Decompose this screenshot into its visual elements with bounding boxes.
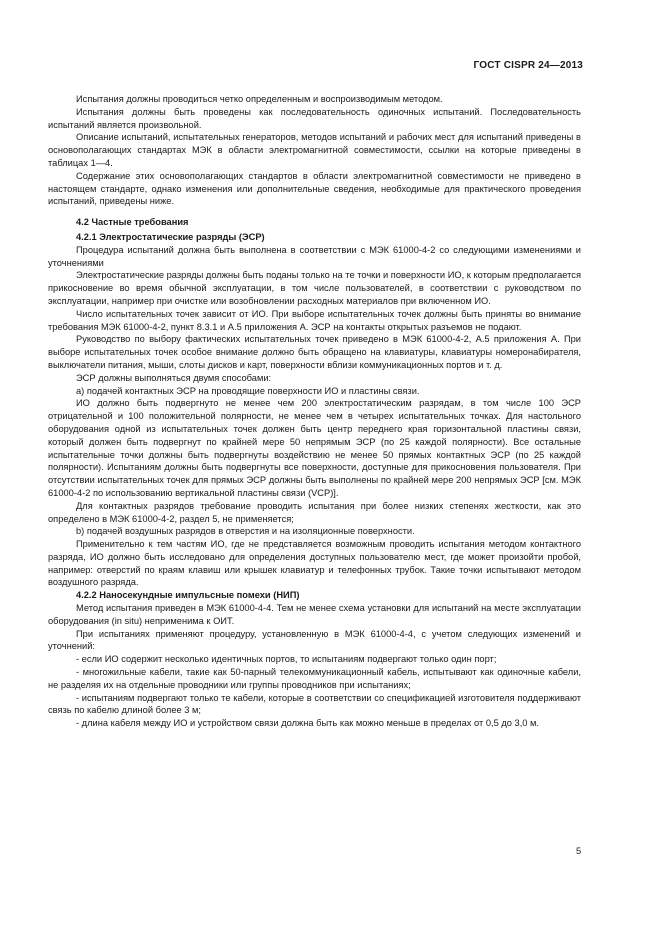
paragraph: При испытаниях применяют процедуру, установленную в МЭК 61000-4-4, с учетом следующих изменений и уточнений:	[48, 628, 581, 652]
paragraph: Руководство по выбору фактических испытательных точек приведено в МЭК 61000-4-2, А.5 приложения А. При выборе испытательных точек особое внимание должно быть обращено на клавиатуры, клавиатуры номеронабирателя, выключатели питания, мыши, слоты дисков и карт, поверхности вблизи коммуникационных портов и т. д.	[48, 334, 581, 370]
section-heading-4-2-2: 4.2.2 Наносекундные импульсные помехи (НИП)	[76, 590, 300, 601]
paragraph: Содержание этих основополагающих стандартов в области электромагнитной совместимости не приведено в настоящем стандарте, однако изменения или дополнительные сведения, необходимые для практического проведения испытаний, приведены ниже.	[48, 170, 581, 207]
paragraph: Метод испытания приведен в МЭК 61000-4-4. Тем не менее схема установки для испытаний на месте эксплуатации оборудования (in situ) неприменима к ОИТ.	[48, 603, 581, 626]
list-item-a: a) подачей контактных ЭСР на проводящие поверхности ИО и пластины связи.	[76, 385, 420, 396]
page-number: 5	[576, 846, 582, 856]
dash-list-item: - многожильные кабели, такие как 50-парный телекоммуникационный кабель, испытывают как одиночные кабели, не разделяя их на отдельные проводники или группы проводников при испытаниях;	[48, 667, 581, 690]
paragraph: ИО должно быть подвергнуто не менее чем 200 электростатическим разрядам, в том числе 100 ЭСР отрицательной и 100 положительной полярности, не менее чем в четырех испытательных точках. Для настольного оборудования одной из испытательных точек должен быть центр переднего края горизонтальной пластины связи, который должен быть подвергнут по крайней мере 50 непрямым ЭСР (по 25 каждой полярности). Все остальные испытательные точки должны быть подвергнуты воздействию не менее 50 прямых контактных ЭСР (по 25 каждой полярности). Испытаниям должны быть подвергнуты все поверхности, доступные для прикосновения пользователя. При отсутствии испытательных точек для прямых ЭСР должны быть выполнены по крайней мере 200 непрямых ЭСР [см. МЭК 61000-4-2 по использованию вертикальной пластины связи (VCP)].	[48, 398, 581, 498]
paragraph: Процедура испытаний должна быть выполнена в соответствии с МЭК 61000-4-2 со следующими изменениями и уточнениями	[48, 244, 581, 268]
dash-list-item: - испытаниям подвергают только те кабели, которые в соответствии со спецификацией изготовителя поддерживают связь по кабелю длиной более 3 м;	[48, 692, 581, 716]
paragraph: Электростатические разряды должны быть поданы только на те точки и поверхности ИО, к которым предполагается прикосновение во время обычной эксплуатации, в том числе пользователей, в соответствии с руководством по эксплуатации, например при очистке или возобновлении расходных материалов при включенном ИО.	[48, 270, 581, 306]
paragraph: Испытания должны быть проведены как последовательность одиночных испытаний. Последовательность испытаний является произвольной.	[48, 106, 581, 130]
paragraph: Описание испытаний, испытательных генераторов, методов испытаний и рабочих мест для испытаний приведены в основополагающих стандартах МЭК в области электромагнитной совместимости, ссылки на которые приведены в таблицах 1—4.	[48, 132, 581, 168]
paragraph: Применительно к тем частям ИО, где не представляется возможным проводить испытания методом контактного разряда, ИО должно быть исследовано для определения доступных пользователю мест, где может произойти пробой, например: отверстий по краям клавиш или крышек клавиатур и телефонных трубок. Такие точки испытывают методом воздушного разряда.	[48, 539, 581, 588]
paragraph: ЭСР должны выполняться двумя способами:	[76, 372, 272, 383]
paragraph: Число испытательных точек зависит от ИО. При выборе испытательных точек должны быть приняты во внимание требования МЭК 61000-4-2, пункт 8.3.1 и А.5 приложения А. ЭСР на контакты открытых разъемов не подают.	[48, 308, 581, 332]
list-item-b: b) подачей воздушных разрядов в отверстия и на изоляционные поверхности.	[76, 526, 415, 537]
paragraph: Для контактных разрядов требование проводить испытания при более низких степенях жесткости, как это определено в МЭК 61000-4-2, раздел 5, не применяется;	[48, 500, 581, 524]
dash-list-item: - длина кабеля между ИО и устройством связи должна быть как можно меньше в пределах от 0,5 до 3,0 м.	[76, 718, 540, 729]
dash-list-item: - если ИО содержит несколько идентичных портов, то испытаниям подвергают только один порт;	[76, 654, 497, 665]
section-heading-4-2: 4.2 Частные требования	[76, 217, 189, 228]
standard-code-header: ГОСТ CISPR 24—2013	[473, 60, 583, 71]
document-body	[48, 93, 581, 730]
paragraph: Испытания должны проводиться четко определенным и воспроизводимым методом.	[76, 94, 443, 104]
section-heading-4-2-1: 4.2.1 Электростатические разряды (ЭСР)	[76, 231, 265, 242]
